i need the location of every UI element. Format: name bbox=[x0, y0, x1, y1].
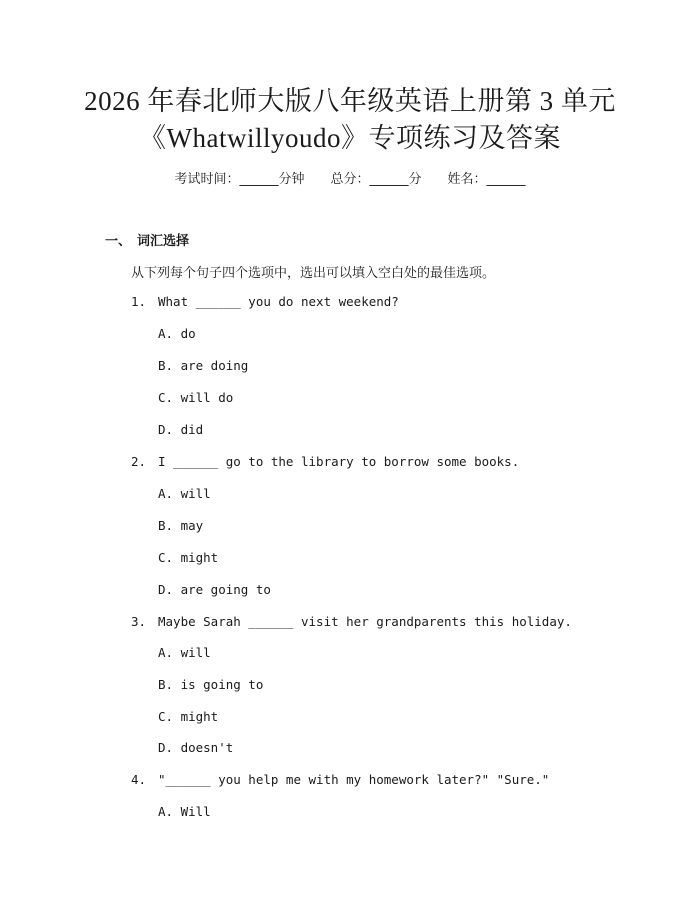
option-3b: B. is going to bbox=[158, 677, 264, 692]
exam-total-score: 总分：______分 bbox=[330, 172, 422, 187]
option-1a: A. do bbox=[158, 326, 196, 341]
question-4 bbox=[131, 772, 549, 787]
document-title-line1: 2026 年春北师大版八年级英语上册第 3 单元 bbox=[84, 86, 616, 116]
question-number: 3. bbox=[131, 614, 147, 629]
section-heading bbox=[105, 230, 189, 249]
exam-info bbox=[0, 168, 700, 187]
option-2c: C. might bbox=[158, 550, 219, 565]
option-3c: C. might bbox=[158, 709, 219, 724]
option-2a: A. will bbox=[158, 486, 211, 501]
section-title: 词汇选择 bbox=[137, 234, 190, 249]
question-1 bbox=[131, 294, 399, 309]
option-1b: B. are doing bbox=[158, 358, 249, 373]
option-3d: D. doesn't bbox=[158, 740, 234, 755]
question-2 bbox=[131, 454, 519, 469]
question-text: Maybe Sarah ______ visit her grandparents this holiday. bbox=[158, 614, 572, 629]
document-title-line2: 《Whatwillyoudo》专项练习及答案 bbox=[139, 123, 561, 153]
section-instructions: 从下列每个句子四个选项中，选出可以填入空白处的最佳选项。 bbox=[131, 266, 496, 281]
question-number: 1. bbox=[131, 294, 147, 309]
question-3 bbox=[131, 614, 572, 629]
question-text: What ______ you do next weekend? bbox=[158, 294, 399, 309]
question-number: 4. bbox=[131, 772, 147, 787]
option-2d: D. are going to bbox=[158, 582, 271, 597]
question-number: 2. bbox=[131, 454, 147, 469]
exam-time: 考试时间：______分钟 bbox=[174, 172, 305, 187]
question-text: "______ you help me with my homework later?" "Sure." bbox=[158, 772, 550, 787]
question-text: I ______ go to the library to borrow some books. bbox=[158, 454, 520, 469]
option-1c: C. will do bbox=[158, 390, 234, 405]
section-number: 一、 bbox=[105, 234, 132, 249]
option-4a: A. Will bbox=[158, 804, 211, 819]
exam-student-name: 姓名：______ bbox=[447, 172, 526, 187]
option-1d: D. did bbox=[158, 422, 204, 437]
option-2b: B. may bbox=[158, 518, 204, 533]
option-3a: A. will bbox=[158, 645, 211, 660]
